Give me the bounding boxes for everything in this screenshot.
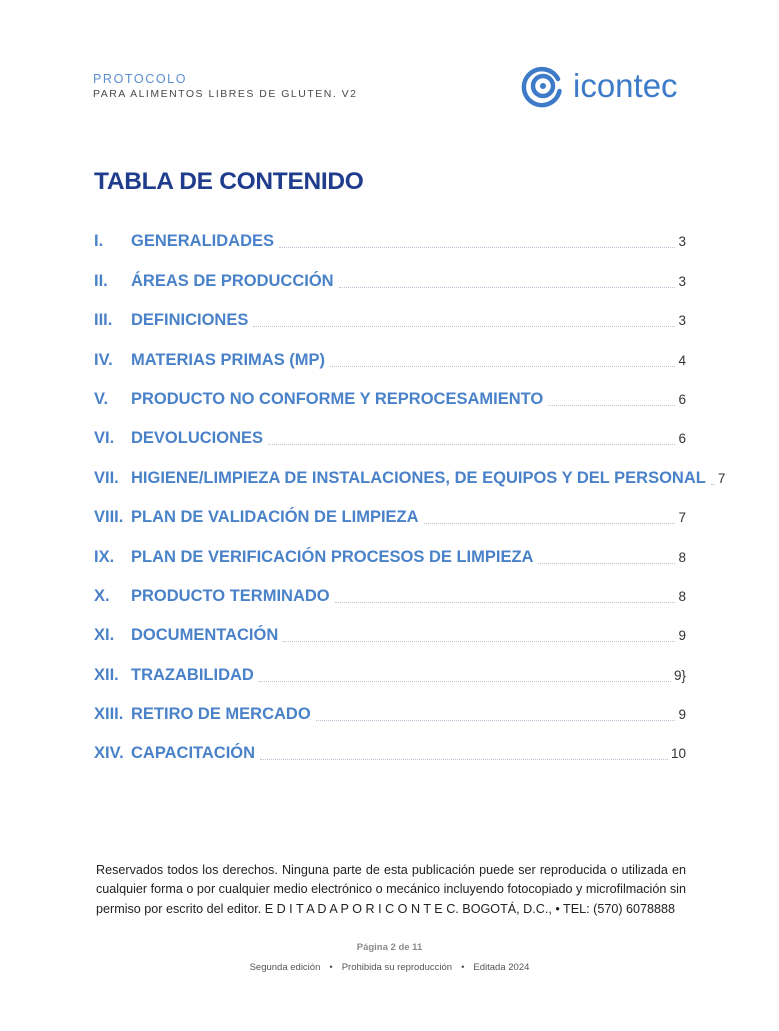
- toc-item-page: 8: [678, 588, 686, 604]
- toc-item-trazabilidad[interactable]: [94, 646, 686, 685]
- toc-item-page: 7: [678, 510, 686, 526]
- toc-item-label: PLAN DE VALIDACIÓN DE LIMPIEZA: [131, 508, 419, 527]
- toc-item-label: TRAZABILIDAD: [131, 665, 254, 684]
- toc-leader-dots: [260, 759, 668, 760]
- toc-item-number: XIII.: [94, 705, 124, 724]
- logo-text: icontec: [573, 67, 678, 104]
- page-number: Página 2 de 11: [356, 942, 423, 953]
- toc-item-number: XIV.: [94, 744, 124, 763]
- toc-item-label: DEVOLUCIONES: [131, 429, 264, 448]
- toc-leader-dots: [711, 484, 715, 485]
- toc-item-areas-de-produccion[interactable]: [94, 252, 686, 291]
- toc-item-label: HIGIENE/LIMPIEZA DE INSTALACIONES, DE EQUIPOS Y DEL PERSONAL: [131, 468, 706, 487]
- toc-leader-dots: [279, 247, 675, 248]
- toc-item-number: IV.: [94, 350, 113, 369]
- toc-item-label: PRODUCTO TERMINADO: [131, 586, 330, 605]
- toc-item-higiene-limpieza[interactable]: [94, 449, 726, 488]
- table-of-contents: [94, 213, 726, 764]
- toc-title: TABLA DE CONTENIDO: [94, 168, 364, 195]
- toc-item-number: II.: [94, 271, 108, 290]
- copyright-notice: Reservados todos los derechos. Ninguna parte de esta publicación puede ser reproducida o utilizada en cualquier forma o por cualquier medio electrónico o mecánico incluyendo fotocopiado y microfilmación sin permiso por escrito del editor. E D I T A D A P O R I C O N T E C. BOGOTÁ, D.C., • TEL: (570) 6078888: [96, 862, 686, 916]
- toc-item-producto-terminado[interactable]: [94, 568, 686, 607]
- toc-item-materias-primas[interactable]: [94, 331, 686, 370]
- toc-item-page: 8: [678, 549, 686, 565]
- toc-leader-dots: [335, 602, 676, 603]
- protocol-label: PROTOCOLO: [93, 72, 188, 86]
- edited-year-text: Editada 2024: [473, 962, 530, 973]
- toc-item-number: V.: [94, 389, 109, 408]
- toc-item-documentacion[interactable]: [94, 607, 686, 646]
- toc-leader-dots: [548, 405, 675, 406]
- toc-item-page: 9: [678, 628, 686, 644]
- toc-item-number: XII.: [94, 665, 119, 684]
- toc-item-number: XI.: [94, 626, 115, 645]
- toc-item-generalidades[interactable]: [94, 213, 686, 252]
- toc-item-label: DOCUMENTACIÓN: [131, 626, 279, 645]
- icontec-logo: [519, 60, 678, 112]
- toc-item-plan-validacion[interactable]: [94, 489, 686, 528]
- toc-item-plan-verificacion[interactable]: [94, 528, 686, 567]
- toc-leader-dots: [268, 444, 675, 445]
- toc-item-label: RETIRO DE MERCADO: [131, 705, 311, 724]
- toc-leader-dots: [424, 523, 676, 524]
- toc-item-number: I.: [94, 232, 104, 251]
- toc-item-page: 6: [678, 391, 686, 407]
- icontec-logo-icon: [519, 62, 567, 110]
- toc-item-label: ÁREAS DE PRODUCCIÓN: [131, 271, 334, 290]
- toc-item-label: DEFINICIONES: [131, 311, 249, 330]
- toc-item-definiciones[interactable]: [94, 292, 686, 331]
- toc-item-number: VI.: [94, 429, 115, 448]
- toc-leader-dots: [259, 681, 671, 682]
- toc-item-page: 9}: [673, 667, 686, 683]
- toc-item-retiro-de-mercado[interactable]: [94, 686, 686, 725]
- toc-item-page: 4: [678, 352, 686, 368]
- toc-leader-dots: [253, 326, 675, 327]
- toc-leader-dots: [330, 366, 675, 367]
- toc-item-label: PLAN DE VERIFICACIÓN PROCESOS DE LIMPIEZA: [131, 547, 534, 566]
- protocol-title: PARA ALIMENTOS LIBRES DE GLUTEN. V2: [93, 88, 358, 100]
- toc-item-number: IX.: [94, 547, 115, 566]
- toc-item-page: 7: [717, 470, 726, 486]
- edition-text: Segunda edición: [249, 962, 321, 973]
- document-header: [93, 72, 358, 101]
- toc-item-capacitacion[interactable]: [94, 725, 686, 764]
- toc-leader-dots: [339, 287, 676, 288]
- toc-item-number: VIII.: [94, 508, 124, 527]
- toc-item-page: 6: [678, 431, 686, 447]
- bullet-separator: •: [329, 962, 333, 973]
- toc-item-label: CAPACITACIÓN: [131, 744, 256, 763]
- toc-item-label: MATERIAS PRIMAS (MP): [131, 350, 326, 369]
- toc-item-page: 3: [678, 313, 686, 329]
- toc-leader-dots: [283, 641, 675, 642]
- toc-leader-dots: [316, 720, 676, 721]
- toc-item-page: 3: [678, 273, 686, 289]
- prohibition-text: Prohibida su reproducción: [341, 962, 453, 973]
- toc-item-devoluciones[interactable]: [94, 410, 686, 449]
- toc-item-label: PRODUCTO NO CONFORME Y REPROCESAMIENTO: [131, 389, 544, 408]
- edition-line: [0, 962, 779, 973]
- toc-item-producto-no-conforme[interactable]: [94, 371, 686, 410]
- toc-leader-dots: [538, 563, 675, 564]
- bullet-separator: •: [461, 962, 465, 973]
- toc-item-page: 10: [670, 746, 686, 762]
- toc-item-number: III.: [94, 311, 113, 330]
- toc-item-number: VII.: [94, 468, 119, 487]
- toc-item-page: 9: [678, 707, 686, 723]
- toc-item-number: X.: [94, 586, 110, 605]
- toc-item-page: 3: [678, 234, 686, 250]
- toc-item-label: GENERALIDADES: [131, 232, 275, 251]
